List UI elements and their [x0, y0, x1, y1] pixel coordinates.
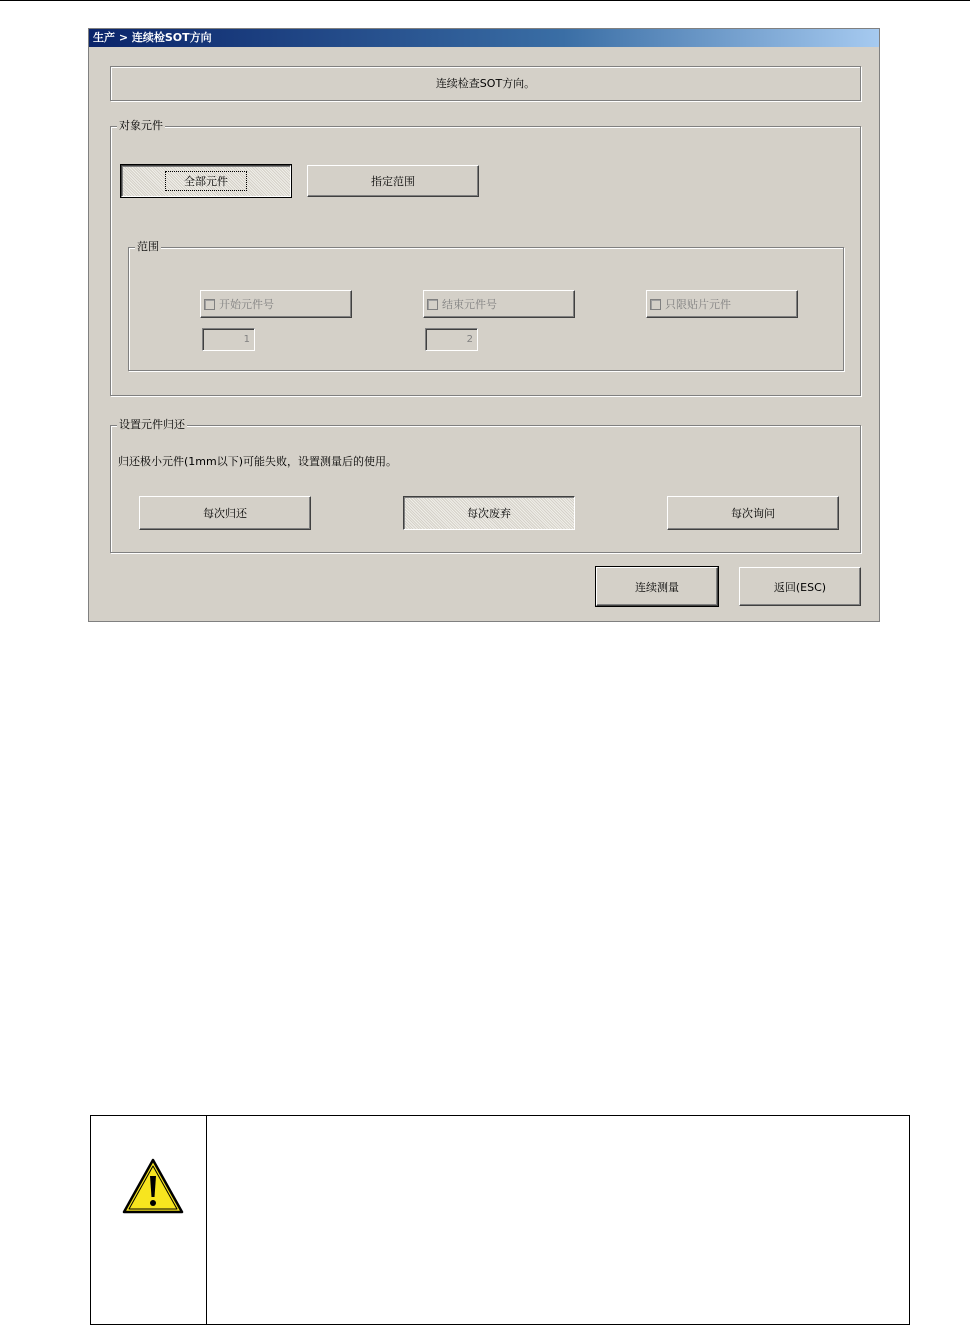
- warning-divider: [206, 1116, 207, 1324]
- window-title: 生产 > 连续检SOT方向: [89, 29, 879, 47]
- sot-direction-dialog: [88, 28, 880, 622]
- start-checkbox-box: [204, 299, 215, 310]
- warning-triangle-icon: [121, 1156, 185, 1216]
- smd-only-checkbox[interactable]: [646, 290, 798, 318]
- all-components-label: 全部元件: [165, 171, 247, 191]
- warning-table: [90, 1115, 910, 1325]
- all-components-button[interactable]: [121, 165, 291, 197]
- start-checkbox-label: 开始元件号: [219, 298, 274, 311]
- discard-each-time-button[interactable]: 每次废弃: [403, 496, 575, 530]
- end-component-checkbox[interactable]: [423, 290, 575, 318]
- range-group: [128, 240, 844, 371]
- smd-only-checkbox-box: [650, 299, 661, 310]
- page-top-rule: [0, 0, 970, 1]
- return-each-time-button[interactable]: 每次归还: [139, 496, 311, 530]
- end-component-field[interactable]: 2: [425, 328, 478, 351]
- range-legend: 范围: [137, 240, 159, 253]
- end-checkbox-box: [427, 299, 438, 310]
- warning-text: [216, 1126, 899, 1314]
- component-return-group: [110, 418, 861, 553]
- continuous-measure-button[interactable]: 连续测量: [596, 567, 718, 606]
- start-component-field[interactable]: 1: [202, 328, 255, 351]
- target-components-group: [110, 119, 861, 396]
- instruction-message: 连续检查SOT方向。: [110, 66, 861, 101]
- start-component-checkbox[interactable]: [200, 290, 352, 318]
- back-esc-button[interactable]: 返回(ESC): [739, 567, 861, 606]
- return-note: 归还极小元件(1mm以下)可能失败，设置测量后的使用。: [118, 455, 398, 468]
- target-components-legend: 对象元件: [119, 119, 163, 132]
- end-checkbox-label: 结束元件号: [442, 298, 497, 311]
- component-return-legend: 设置元件归还: [119, 418, 185, 431]
- ask-each-time-button[interactable]: 每次询问: [667, 496, 839, 530]
- specify-range-button[interactable]: 指定范围: [307, 165, 479, 197]
- smd-only-checkbox-label: 只限贴片元件: [665, 298, 731, 311]
